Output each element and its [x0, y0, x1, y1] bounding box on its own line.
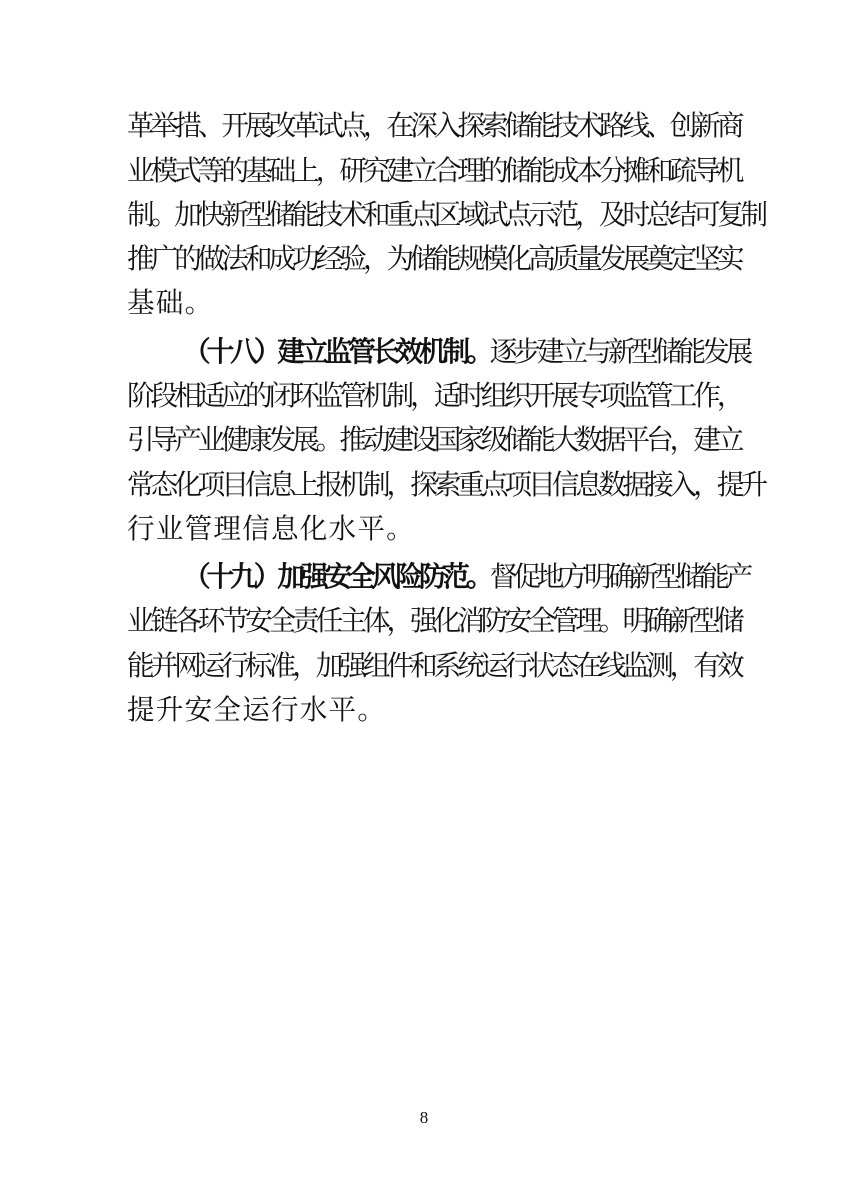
paragraph-line [0, 466, 848, 504]
paragraph-line [0, 421, 848, 459]
line-text: 行业管理信息化水平。 [127, 512, 415, 545]
line-text: 阶段相适应的闭环监管机制，适时组织开展专项监管工作， [127, 379, 741, 412]
line-text: 常态化项目信息上报机制，探索重点项目信息数据接入，提升 [127, 468, 765, 501]
line-text: 督促地方明确新型储能产 [489, 560, 750, 593]
paragraph-line [0, 240, 848, 278]
section-heading-19: （十九）加强安全风险防范。 [183, 560, 490, 593]
section-heading-line [0, 333, 848, 371]
paragraph-line [0, 602, 848, 640]
paragraph-line [0, 196, 848, 234]
paragraph-line [0, 647, 848, 685]
paragraph-line [0, 284, 848, 322]
line-text: 制。加快新型储能技术和重点区域试点示范，及时总结可复制 [127, 198, 765, 231]
line-text: 业链各环节安全责任主体，强化消防安全管理。明确新型储 [127, 604, 741, 637]
line-text: 革举措、开展改革试点，在深入探索储能技术路线、创新商 [127, 109, 741, 142]
section-heading-18: （十八）建立监管长效机制。 [183, 335, 490, 368]
line-text: 业模式等的基础上，研究建立合理的储能成本分摊和疏导机 [127, 154, 741, 187]
line-text: 推广的做法和成功经验，为储能规模化高质量发展奠定坚实 [127, 242, 741, 275]
line-text: 能并网运行标准，加强组件和系统运行状态在线监测，有效 [127, 649, 741, 682]
paragraph-line [0, 377, 848, 415]
paragraph-line [0, 510, 848, 548]
page-number: 8 [419, 1108, 429, 1127]
section-heading-line [0, 558, 848, 596]
line-text: 引导产业健康发展。推动建设国家级储能大数据平台，建立 [127, 423, 741, 456]
paragraph-line [0, 107, 848, 145]
paragraph-line [0, 691, 848, 729]
line-text: 基础。 [127, 286, 214, 319]
line-text: 逐步建立与新型储能发展 [489, 335, 750, 368]
line-text: 提升安全运行水平。 [127, 693, 387, 726]
paragraph-line [0, 152, 848, 190]
